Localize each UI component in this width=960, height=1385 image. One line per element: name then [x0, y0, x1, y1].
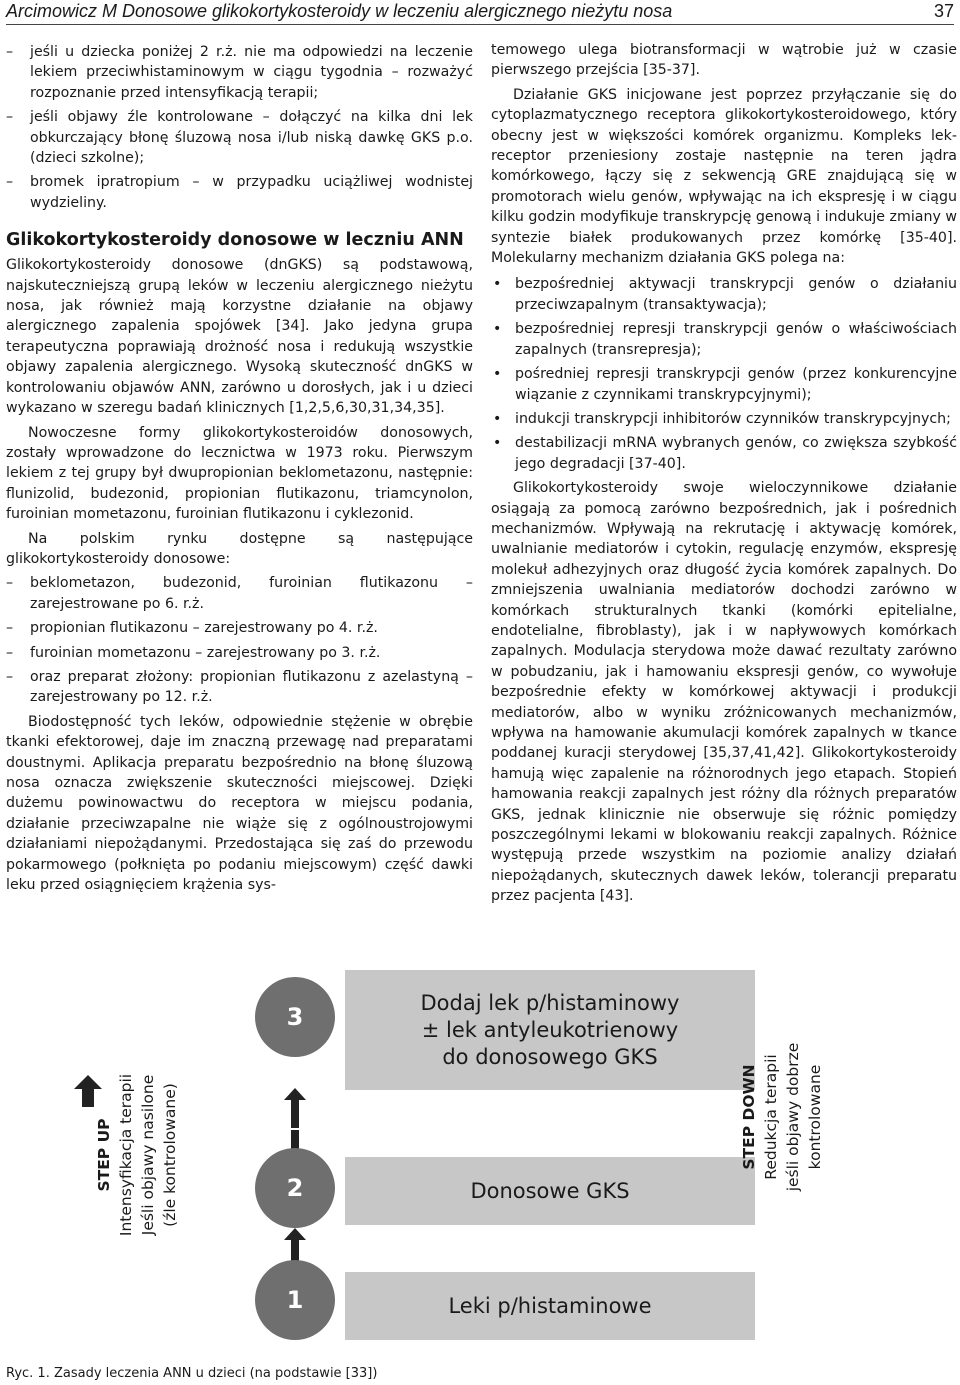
step-down-line: jeśli objawy dobrze: [784, 1042, 802, 1192]
list-item: – furoinian mometazonu – zarejestrowany po 3. r.ż.: [6, 643, 473, 663]
drug-list: [6, 573, 473, 707]
step-down-line: Redukcja terapii: [762, 1054, 780, 1180]
list-item: – beklometazon, budezonid, furoinian flutikazonu – zarejestrowane po 6. r.ż.: [6, 573, 473, 614]
step-number-circle: 3: [255, 977, 335, 1057]
step-number-circle: 1: [255, 1260, 335, 1340]
step-text: Donosowe GKS: [470, 1178, 630, 1203]
step-up-line: (źle kontrolowane): [161, 1083, 179, 1227]
running-title: Arcimowicz M Donosowe glikokortykosteroidy w leczeniu alergicznego nieżytu nosa: [6, 1, 673, 21]
paragraph: Na polskim rynku dostępne są następujące glikokortykosteroidy donosowe:: [6, 530, 473, 567]
running-header: [6, 0, 954, 25]
step-text: ± lek antyleukotrienowy: [421, 1017, 679, 1042]
step-up-line: Jeśli objawy nasilone: [139, 1074, 157, 1236]
right-column: [491, 40, 957, 907]
list-item: – jeśli u dziecka poniżej 2 r.ż. nie ma odpowiedzi na leczenie lekiem przeciwhistaminowym w ciągu tygodnia – rozważyć rozpoznanie przed intensyfikacją terapii;: [6, 42, 473, 103]
treatment-steps-figure: [62, 970, 900, 1340]
list-item: – jeśli objawy źle kontrolowane – dołączyć na kilka dni lek obkurczający błonę śluzową nosa i/lub niską dawkę GKS p.o. (dzieci szkolne);: [6, 107, 473, 168]
list-item: • bezpośredniej represji transkrypcji genów o właściwościach zapalnych (transrepresja);: [491, 319, 957, 360]
step-down-label: [738, 1017, 826, 1217]
paragraph: Nowoczesne formy glikokortykosteroidów donosowych, zostały wprowadzone do lecznictwa w 1973 roku. Pierwszym lekiem z tej grupy był dwupropionian beklometazonu, następnie: flunizolid, budezonid, propionian flutikazonu, triamcynolon, furoinian mometazonu, furoinian flutikazonu i cyklezonid.: [6, 424, 473, 523]
page-number: 37: [933, 1, 954, 21]
paragraph: Działanie GKS inicjowane jest poprzez przyłączanie się do cytoplazmatycznego receptora glikokortykosteroidowego, który obecny jest w większości komórek organizmu. Kompleks lek-receptor przeniesiony zostaje następnie na teren jądra komórkowego, łączy się z sekwencją GRE znajdującą się w promotorach wielu genów, wpływając na ich ekspresję i w ciągu kilku godzin modyfikuje transkrypcję genową i indukuje zmiany w syntezie białek produkowanych przez komórkę [35-40]. Molekularny mechanizm działania GKS polega na:: [491, 86, 957, 267]
step-text: Leki p/histaminowe: [448, 1293, 652, 1318]
step-text: Dodaj lek p/histaminowy: [420, 990, 680, 1015]
treatment-list: [6, 42, 473, 213]
left-column: [6, 40, 473, 895]
paragraph: Glikokortykosteroidy donosowe (dnGKS) są podstawową, najskuteczniejszą grupą leków w leczeniu alergicznego nieżytu nosa, jak również mają korzystne działanie na objawy alergicznego zapalenia spojówek [34]. Jako jedyna grupa terapeutyczna poprawiają drożność nosa i redukują wszystkie objawy zapalenia alergicznego. Wysoką skuteczność dnGKS w kontrolowaniu objawów ANN, zarówno u dorosłych, jak i u dzieci wykazano w szeregu badań klinicznych [1,2,5,6,30,31,34,35].: [6, 257, 473, 417]
paragraph: Glikokortykosteroidy swoje wieloczynnikowe działanie osiągają za pomocą zarówno bezpośrednich, jak i pośrednich mechanizmów. Wpływają na rekrutację i aktywację komórek, uwalnianie mediatorów i cytokin, regulację enzymów, ekspresję molekuł adhezyjnych oraz długość życia komórek zapalnych. Do zmniejszenia uwalniania mediatorów dochodzi zarówno w komórkach strukturalnych tkanki (komórki epitelialne, endotelialne, fibroblasty), jak i w napływowych komórkach zapalnych. Modulacja sterydowa może dawać rezultaty zarówno w pobudzaniu, jak i hamowaniu ekspresji genów, co wywołuje bezpośrednie efekty w komórkowej aktywacji i produkcji mediatorów, albo w wyniku zróżnicowanych mechanizmów, wpływa na hamowanie akumulacji komórek zapalnych w tkance poddanej kuracji sterydowej [35,37,41,42]. Glikokortykosteroidy hamują więc zapalenie na różnorodnych jego etapach. Stopień hamowania reakcji zapalnych jest różny dla różnych preparatów GKS, jednak klinicznie nie obserwuje się różnic pomiędzy poszczególnymi lekami w blokowaniu reakcji zapalnych. Różnice występują przede wszystkim na poziomie analizy działań niepożądanych, skutecznych dawek leków, tolerancji preparatu przez pacjenta [43].: [491, 480, 957, 905]
step-number-circle: 2: [255, 1148, 335, 1228]
paragraph: Biodostępność tych leków, odpowiednie stężenie w obrębie tkanki efektorowej, daje im znaczną przewagę nad preparatami doustnymi. Aplikacja preparatu bezpośrednio na błonę śluzową nosa oznacza zwiększenie skuteczności miejscowej. Dzięki dużemu powinowactwu do receptora w miejscu podania, działanie przeciwzapalne nie wiąże się z ogólnoustrojowymi działaniami niepożądanymi. Przedostająca się zaś do przewodu pokarmowego (połknięta po podaniu miejscowym) część dawki leku przed osiągnięciem krążenia sys-: [6, 713, 473, 894]
list-item: • indukcji transkrypcji inhibitorów czynników transkrypcyjnych;: [491, 409, 957, 429]
list-item: • bezpośredniej aktywacji transkrypcji genów o działaniu przeciwzapalnym (transaktywacja);: [491, 274, 957, 315]
step-1-box: [345, 1272, 755, 1340]
step-down-title: STEP DOWN: [740, 1064, 758, 1170]
paragraph: temowego ulega biotransformacji w wątrobie już w czasie pierwszego przejścia [35-37].: [491, 42, 957, 79]
step-2-box: [345, 1157, 755, 1225]
step-up-line: Intensyfikacja terapii: [117, 1073, 135, 1237]
list-item: – bromek ipratropium – w przypadku uciążliwej wodnistej wydzieliny.: [6, 172, 473, 213]
list-item: – oraz preparat złożony: propionian flutikazonu z azelastyną – zarejestrowany po 12. r.ż.: [6, 667, 473, 708]
list-item: • destabilizacji mRNA wybranych genów, co zwiększa szybkość jego degradacji [37-40].: [491, 433, 957, 474]
arrow-up-icon: [284, 1088, 306, 1128]
mechanism-list: [491, 274, 957, 474]
step-up-label: [93, 1035, 181, 1275]
step-text: do donosowego GKS: [442, 1044, 658, 1069]
step-down-line: kontrolowane: [806, 1064, 824, 1170]
step-3-box: [345, 970, 755, 1090]
section-heading: Glikokortykosteroidy donosowe w leczniu ANN: [6, 230, 464, 251]
figure-caption: Ryc. 1. Zasady leczenia ANN u dzieci (na podstawie [33]): [6, 1366, 378, 1381]
list-item: • pośredniej represji transkrypcji genów (przez konkurencyjne wiązanie z czynnikami transkrypcyjnymi);: [491, 364, 957, 405]
list-item: – propionian flutikazonu – zarejestrowany po 4. r.ż.: [6, 618, 473, 638]
step-up-title: STEP UP: [95, 1118, 113, 1192]
